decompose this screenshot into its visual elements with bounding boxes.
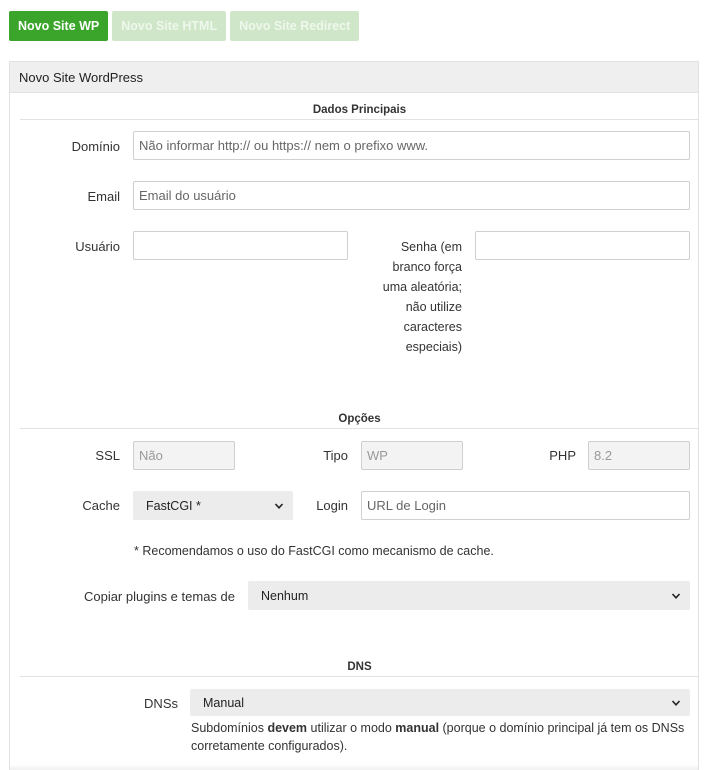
- chevron-down-icon: [671, 591, 681, 601]
- cache-label: Cache: [82, 498, 120, 513]
- tipo-field: WP: [361, 441, 463, 470]
- panel-title: Novo Site WordPress: [10, 62, 698, 93]
- php-field: 8.2: [588, 441, 690, 470]
- senha-input[interactable]: [475, 231, 690, 260]
- dnss-select[interactable]: [190, 689, 690, 716]
- dnss-label: DNSs: [144, 696, 178, 711]
- section-title-opcoes: Opções: [20, 413, 699, 429]
- new-wordpress-site-panel: [9, 61, 699, 770]
- tab-novo-site-wp[interactable]: Novo Site WP: [9, 11, 108, 41]
- site-type-tabs: [9, 11, 359, 41]
- copiar-plugins-select-value: Nenhum: [261, 588, 309, 603]
- chevron-down-icon: [274, 501, 284, 511]
- email-label: Email: [87, 189, 120, 204]
- login-url-input[interactable]: URL de Login: [361, 491, 690, 520]
- bottom-fade: [10, 764, 698, 770]
- tipo-label: Tipo: [323, 448, 348, 463]
- usuario-input[interactable]: [133, 231, 348, 260]
- tab-novo-site-redirect[interactable]: Novo Site Redirect: [230, 11, 359, 41]
- senha-label: Senha (em branco força uma aleatória; não utilize caracteres especiais): [382, 240, 462, 354]
- email-input[interactable]: Email do usuário: [133, 181, 690, 210]
- login-label: Login: [316, 498, 348, 513]
- usuario-label: Usuário: [75, 239, 120, 254]
- cache-select[interactable]: [133, 491, 293, 520]
- dnss-select-value: Manual: [203, 695, 244, 710]
- chevron-down-icon: [671, 698, 681, 708]
- section-title-dns: DNS: [20, 661, 699, 677]
- dominio-input[interactable]: Não informar http:// ou https:// nem o prefixo www.: [133, 131, 690, 160]
- section-title-dados-principais: Dados Principais: [20, 104, 699, 120]
- ssl-field: Não: [133, 441, 235, 470]
- dominio-label: Domínio: [71, 139, 120, 154]
- cache-recommendation-note: * Recomendamos o uso do FastCGI como mecanismo de cache.: [134, 544, 494, 558]
- dns-subdomain-note: Subdomínios devem utilizar o modo manual (porque o domínio principal já tem os DNSs corretamente configurados).: [191, 721, 685, 753]
- cache-select-value: FastCGI *: [146, 498, 201, 513]
- tab-novo-site-html[interactable]: Novo Site HTML: [112, 11, 226, 41]
- ssl-label: SSL: [95, 448, 120, 463]
- php-label: PHP: [549, 448, 576, 463]
- copiar-plugins-select[interactable]: [248, 581, 690, 610]
- copiar-plugins-label: Copiar plugins e temas de: [83, 589, 235, 604]
